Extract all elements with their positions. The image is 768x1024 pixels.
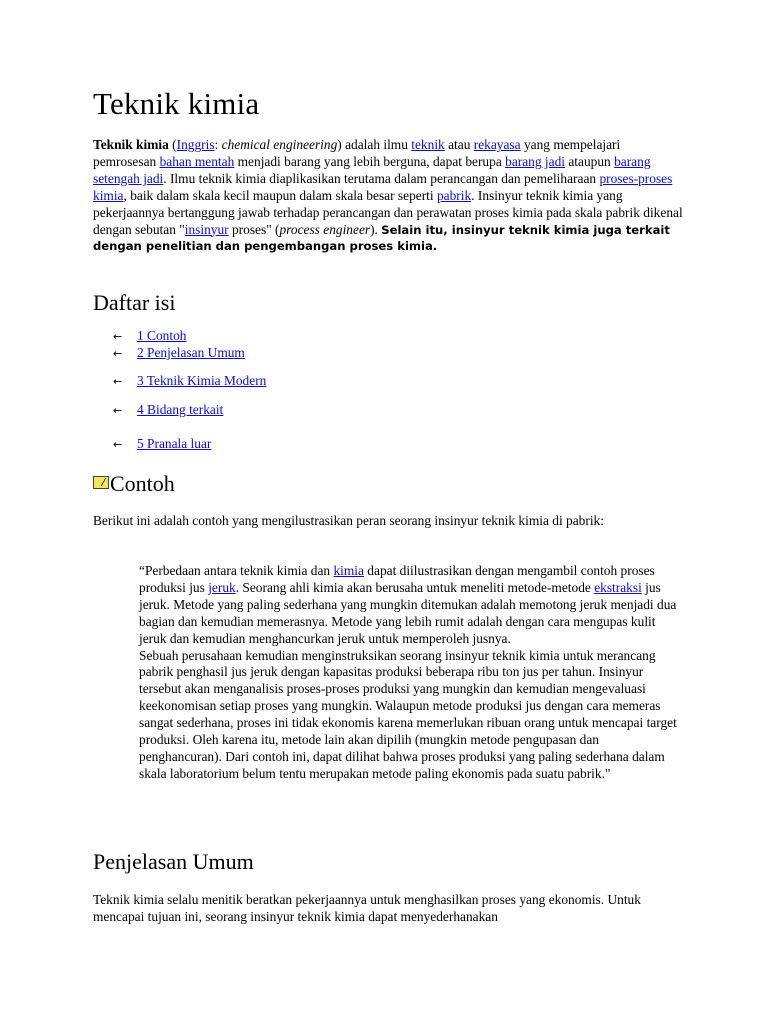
intro-text: : <box>214 137 222 152</box>
section-heading-contoh <box>93 471 175 497</box>
arrow-left-icon: ← <box>113 330 123 343</box>
toc-link-bidang-terkait[interactable]: 4 Bidang terkait <box>137 402 224 417</box>
toc-link-contoh[interactable]: 1 Contoh <box>137 328 187 343</box>
link-proses-kimia[interactable]: proses-proses kimia <box>93 170 673 203</box>
edit-icon[interactable] <box>93 476 109 489</box>
intro-text: ataupun <box>564 153 615 169</box>
arrow-left-icon: ← <box>113 438 123 451</box>
intro-text: menjadi barang yang lebih berguna, dapat berupa <box>234 153 506 169</box>
intro-text: . Ilmu teknik kimia diaplikasikan terutama dalam perancangan dan pemeliharaan <box>163 170 600 186</box>
process-engineer-term: process engineer <box>279 221 371 237</box>
intro-bold-tail: Selain itu, insinyur teknik kimia juga terkait dengan penelitian dan pengembangan proses kimia. <box>93 222 670 254</box>
quote-text: “Perbedaan antara teknik kimia dan <box>139 563 334 578</box>
link-barang-jadi[interactable]: barang jadi <box>505 153 565 169</box>
toc-item <box>113 436 211 452</box>
link-insinyur[interactable]: insinyur <box>184 221 229 237</box>
toc-item <box>113 373 266 389</box>
intro-text: ( <box>168 137 177 152</box>
intro-text: ) adalah ilmu <box>337 137 412 152</box>
contoh-lead: Berikut ini adalah contoh yang mengilustrasikan peran seorang insinyur teknik kimia di pabrik: <box>93 513 604 528</box>
link-kimia[interactable]: kimia <box>333 563 364 578</box>
intro-text: ). <box>370 221 382 237</box>
intro-text: proses" ( <box>228 221 280 237</box>
toc-item <box>113 328 186 344</box>
quote-text: . Seorang ahli kimia akan berusaha untuk meneliti metode-metode <box>235 579 595 595</box>
link-jeruk[interactable]: jeruk <box>208 579 236 595</box>
link-pabrik[interactable]: pabrik <box>436 187 472 203</box>
quote-text: jus jeruk. Metode yang paling sederhana yang mungkin ditemukan adalah memotong jeruk menjadi dua bagian dan kemudian memerasnya. Metode yang lebih rumit adalah dengan cara mengupas kulit jeruk dan kemudian menghancurkan jeruk untuk memperoleh jusnya. <box>139 579 677 646</box>
intro-paragraph <box>93 137 683 255</box>
intro-text: yang mempelajari pemrosesan <box>93 137 621 169</box>
section-title: Contoh <box>110 471 175 496</box>
english-term: chemical engineering <box>221 137 338 152</box>
toc-link-teknik-kimia-modern[interactable]: 3 Teknik Kimia Modern <box>137 373 267 388</box>
intro-text: , baik dalam skala kecil maupun dalam skala besar seperti <box>123 187 437 203</box>
arrow-left-icon: ← <box>113 347 123 360</box>
page-title: Teknik kimia <box>93 86 260 121</box>
intro-term: Teknik kimia <box>93 137 169 152</box>
quote-text: Sebuah perusahaan kemudian menginstruksikan seorang insinyur teknik kimia untuk merancang pabrik penghasil jus jeruk dengan kapasitas produksi beberapa ribu ton jus per tahun. Insinyur tersebut akan menganalisis proses-proses produksi yang mungkin dan kemudian mengevaluasi keekonomisan setiap proses yang mungkin. Walaupun metode produksi jus dengan cara memeras sangat sederhana, proses ini tidak ekonomis karena memerlukan ribuan orang untuk mencapai target produksi. Oleh karena itu, metode lain akan dipilih (mungkin metode pengupasan dan penghancuran). Dari contoh ini, dapat dilihat bahwa proses produksi yang paling sederhana dalam skala laboratorium belum tentu merupakan metode paling ekonomis pada suatu pabrik." <box>139 647 677 781</box>
link-teknik[interactable]: teknik <box>411 137 445 152</box>
link-rekayasa[interactable]: rekayasa <box>473 137 521 152</box>
penjelasan-paragraph: Teknik kimia selalu menitik beratkan pekerjaannya untuk menghasilkan proses yang ekonomis. Untuk mencapai tujuan ini, seorang insinyur teknik kimia dapat menyederhanakan <box>93 892 641 924</box>
link-barang-setengah-jadi[interactable]: barang setengah jadi <box>93 153 651 186</box>
toc-link-penjelasan-umum[interactable]: 2 Penjelasan Umum <box>137 345 245 360</box>
intro-text: atau <box>444 137 474 152</box>
contoh-quote <box>139 563 684 783</box>
toc-heading: Daftar isi <box>93 290 176 315</box>
arrow-left-icon: ← <box>113 375 123 388</box>
toc-link-pranala-luar[interactable]: 5 Pranala luar <box>137 436 212 451</box>
link-bahan-mentah[interactable]: bahan mentah <box>159 153 235 169</box>
link-inggris[interactable]: Inggris <box>176 137 215 152</box>
arrow-left-icon: ← <box>113 404 123 417</box>
toc-item <box>113 402 223 418</box>
quote-text: dapat diilustrasikan dengan mengambil contoh proses produksi jus <box>139 563 655 595</box>
section-heading-penjelasan-umum: Penjelasan Umum <box>93 849 254 874</box>
link-ekstraksi[interactable]: ekstraksi <box>594 579 642 595</box>
toc-item <box>113 345 245 361</box>
intro-text: . Insinyur teknik kimia yang pekerjaannya bertanggung jawab terhadap perancangan dan perawatan proses kimia pada skala pabrik dikenal dengan sebutan " <box>93 187 683 237</box>
